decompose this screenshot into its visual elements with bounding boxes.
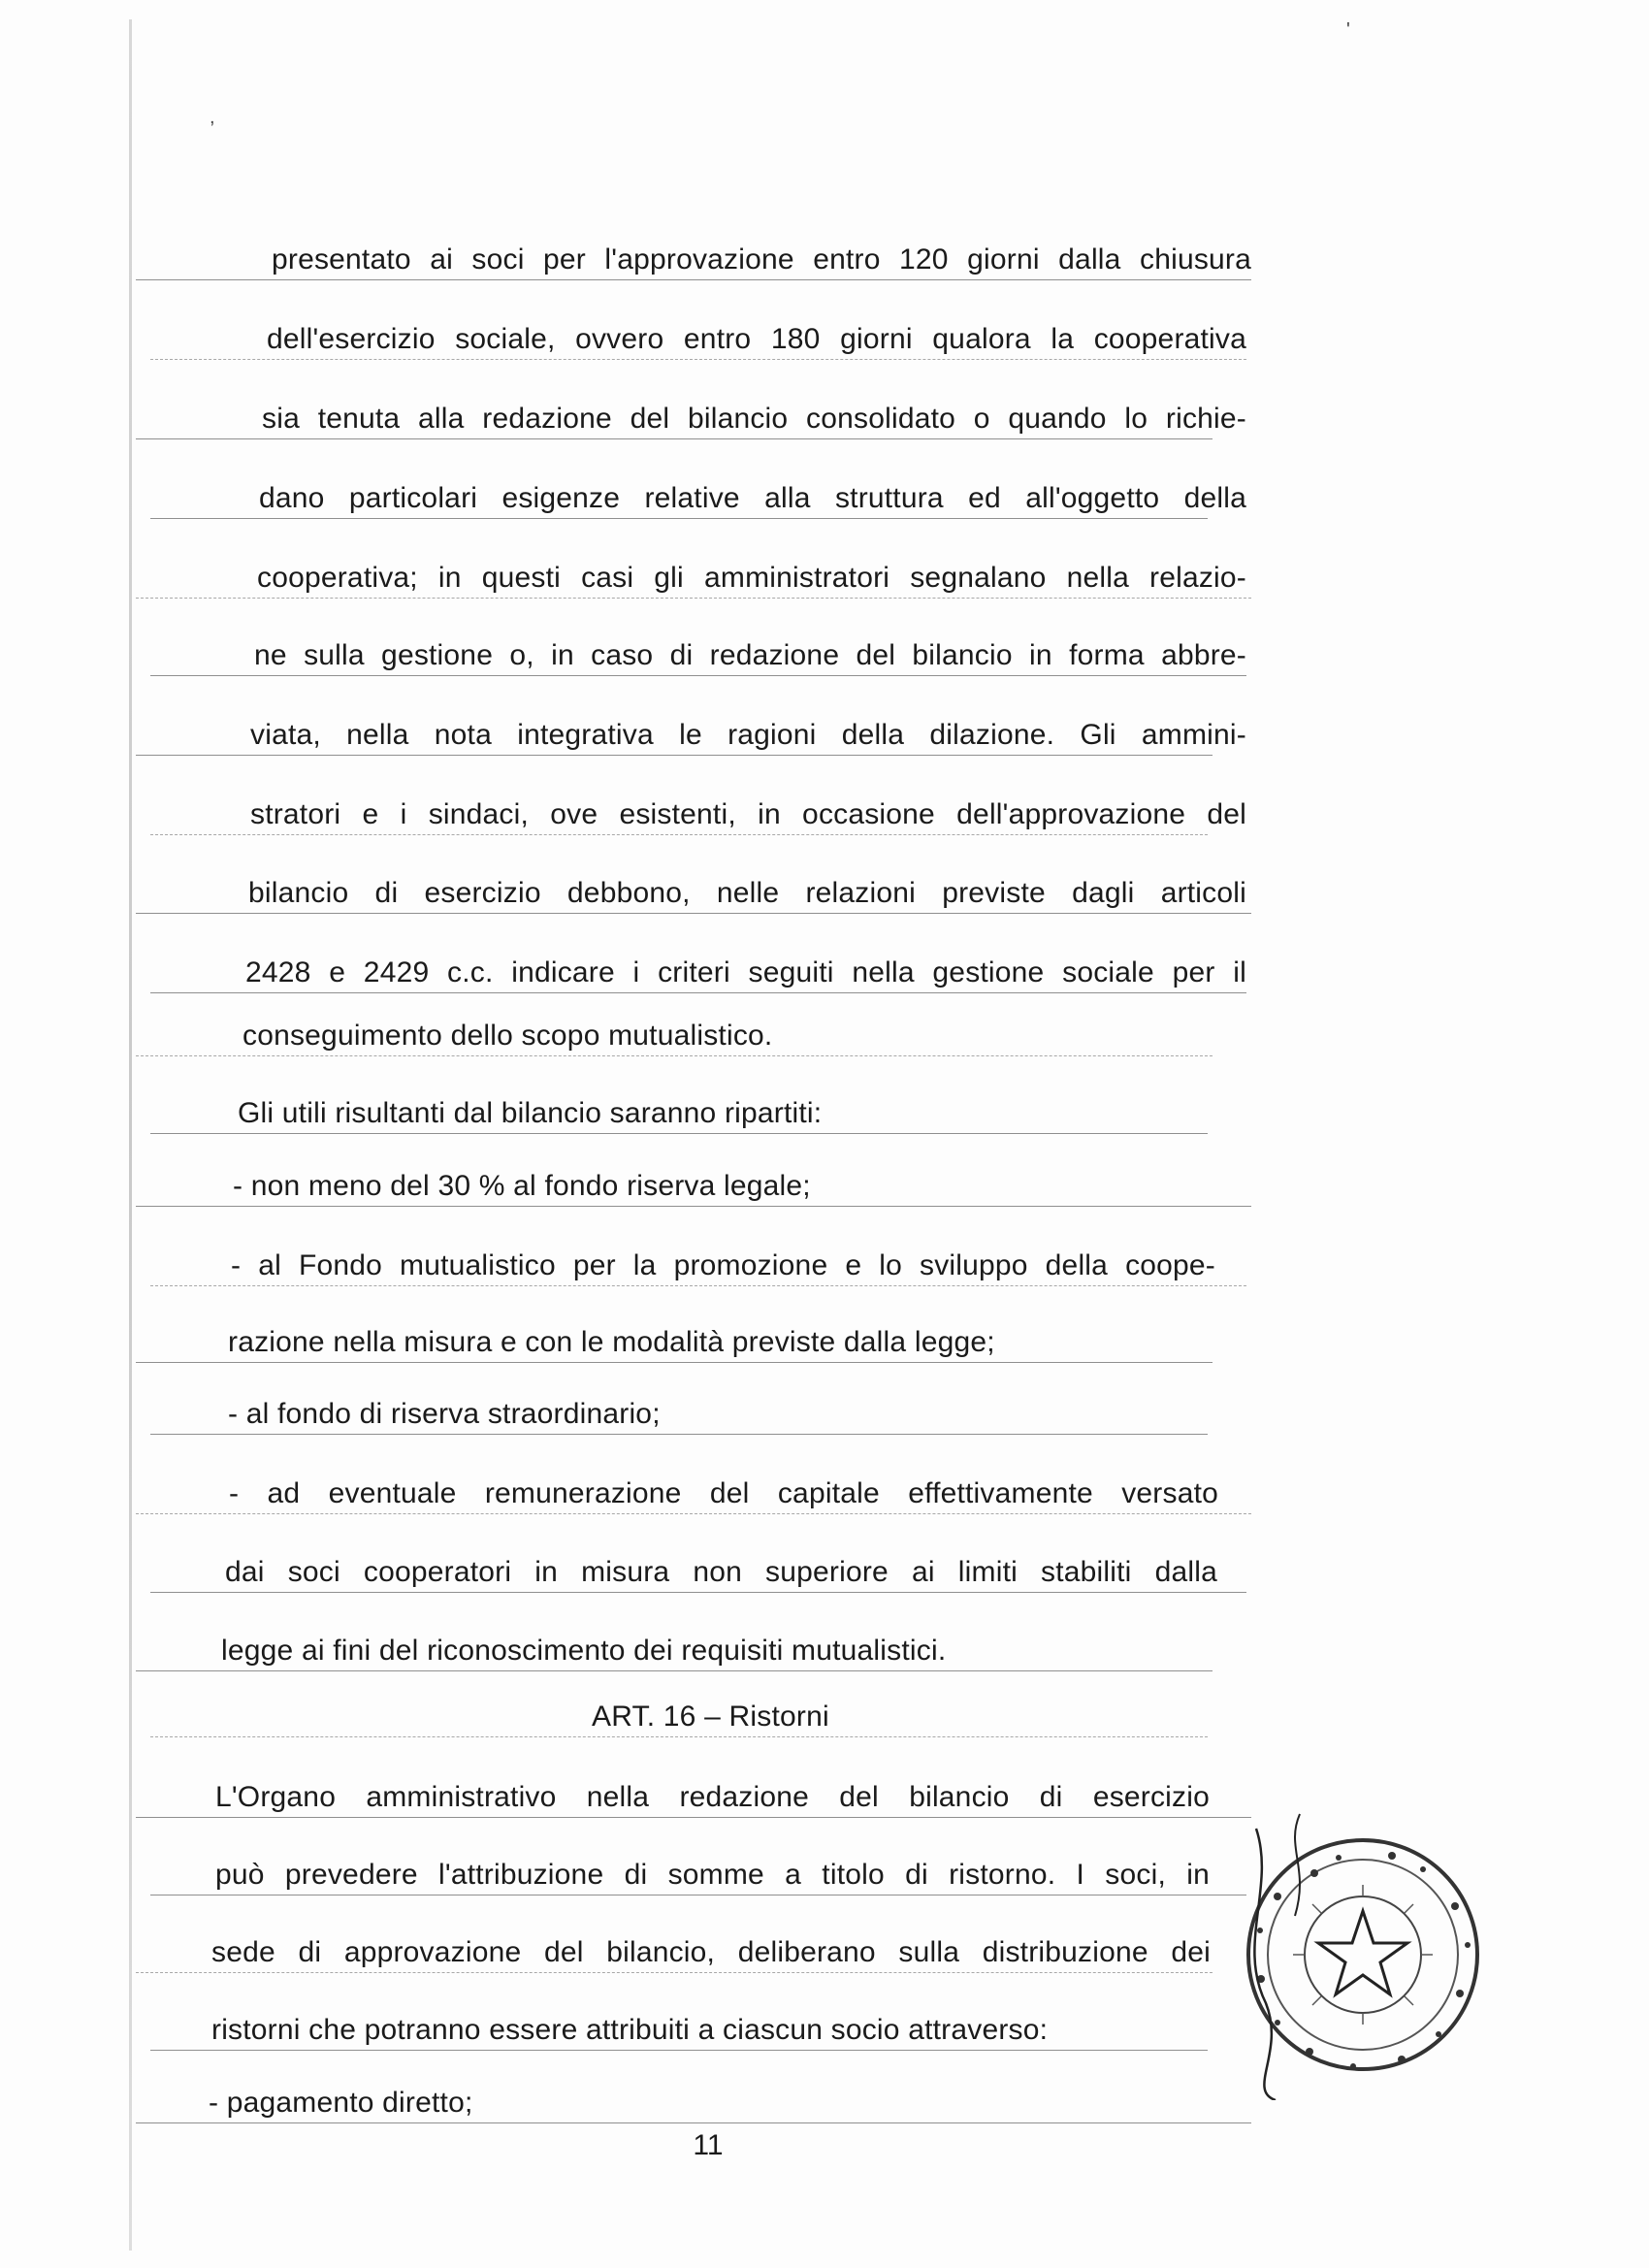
ruled-line <box>136 1972 1212 1973</box>
body-line-text: L'Organo amministrativo nella redazione del bilancio di esercizio <box>215 1781 1210 1813</box>
binding-edge <box>129 19 132 2251</box>
ruled-line <box>136 1670 1212 1671</box>
ruled-line <box>150 359 1246 360</box>
ruled-line <box>136 438 1212 439</box>
body-line-text: bilancio di esercizio debbono, nelle relazioni previste dagli articoli <box>248 877 1246 909</box>
ruled-line <box>150 992 1246 993</box>
ruled-line <box>136 1362 1212 1363</box>
body-line-text: - pagamento diretto; <box>209 2087 473 2119</box>
ruled-line <box>136 913 1251 914</box>
body-line-text: 2428 e 2429 c.c. indicare i criteri seguiti nella gestione sociale per il <box>245 956 1246 988</box>
body-line-text: cooperativa; in questi casi gli amministratori segnalano nella relazio- <box>257 562 1246 594</box>
ruled-line <box>136 1206 1251 1207</box>
ruled-line <box>136 1513 1251 1514</box>
ruled-line <box>150 834 1208 835</box>
body-line-text: presentato ai soci per l'approvazione entro 120 giorni dalla chiusura <box>272 243 1251 275</box>
article-heading-text: ART. 16 – Ristorni <box>592 1701 829 1733</box>
ruled-line <box>150 1592 1246 1593</box>
ruled-line <box>150 1434 1208 1435</box>
body-line-text: - ad eventuale remunerazione del capitale effettivamente versato <box>229 1477 1218 1509</box>
body-line-text: stratori e i sindaci, ove esistenti, in occasione dell'approvazione del <box>250 798 1246 830</box>
body-line-text: dano particolari esigenze relative alla struttura ed all'oggetto della <box>259 482 1246 514</box>
body-line-text: Gli utili risultanti dal bilancio saranno ripartiti: <box>238 1097 823 1129</box>
ruled-line <box>150 1133 1208 1134</box>
body-line-text: - non meno del 30 % al fondo riserva legale; <box>233 1170 811 1202</box>
body-line-text: viata, nella nota integrativa le ragioni della dilazione. Gli ammini- <box>250 719 1246 751</box>
body-line-text: dell'esercizio sociale, ovvero entro 180 giorni qualora la cooperativa <box>267 323 1246 355</box>
ruled-line <box>136 1055 1212 1056</box>
body-line-text: ne sulla gestione o, in caso di redazione del bilancio in forma abbre- <box>254 639 1246 671</box>
ruled-line <box>150 1285 1246 1286</box>
body-line-text: può prevedere l'attribuzione di somme a titolo di ristorno. I soci, in <box>215 1859 1210 1891</box>
ruled-line <box>150 1736 1208 1737</box>
ruled-line <box>136 1817 1251 1818</box>
body-line-text: - al fondo di riserva straordinario; <box>228 1398 661 1430</box>
stray-mark: ' <box>1346 19 1350 41</box>
body-line-text: sede di approvazione del bilancio, deliberano sulla distribuzione dei <box>211 1936 1211 1968</box>
body-line-text: conseguimento dello scopo mutualistico. <box>242 1020 773 1052</box>
ruled-line <box>136 279 1251 280</box>
body-line-text: razione nella misura e con le modalità previste dalla legge; <box>228 1326 995 1358</box>
ruled-line <box>136 2122 1251 2123</box>
body-line-text: sia tenuta alla redazione del bilancio consolidato o quando lo richie- <box>262 403 1246 435</box>
official-seal-icon <box>1217 1809 1508 2100</box>
page-number: 11 <box>693 2129 724 2161</box>
body-line-text: ristorni che potranno essere attribuiti a ciascun socio attraverso: <box>211 2014 1049 2046</box>
body-line-text: - al Fondo mutualistico per la promozione e lo sviluppo della coope- <box>231 1249 1215 1281</box>
ruled-line <box>150 2050 1208 2051</box>
body-line-text: dai soci cooperatori in misura non superiore ai limiti stabiliti dalla <box>225 1556 1217 1588</box>
body-line-text: legge ai fini del riconoscimento dei requisiti mutualistici. <box>221 1635 947 1667</box>
ruled-line <box>150 675 1246 676</box>
stray-mark: , <box>210 107 215 128</box>
ruled-line <box>136 598 1251 599</box>
ruled-line <box>150 518 1208 519</box>
ruled-line <box>136 755 1212 756</box>
